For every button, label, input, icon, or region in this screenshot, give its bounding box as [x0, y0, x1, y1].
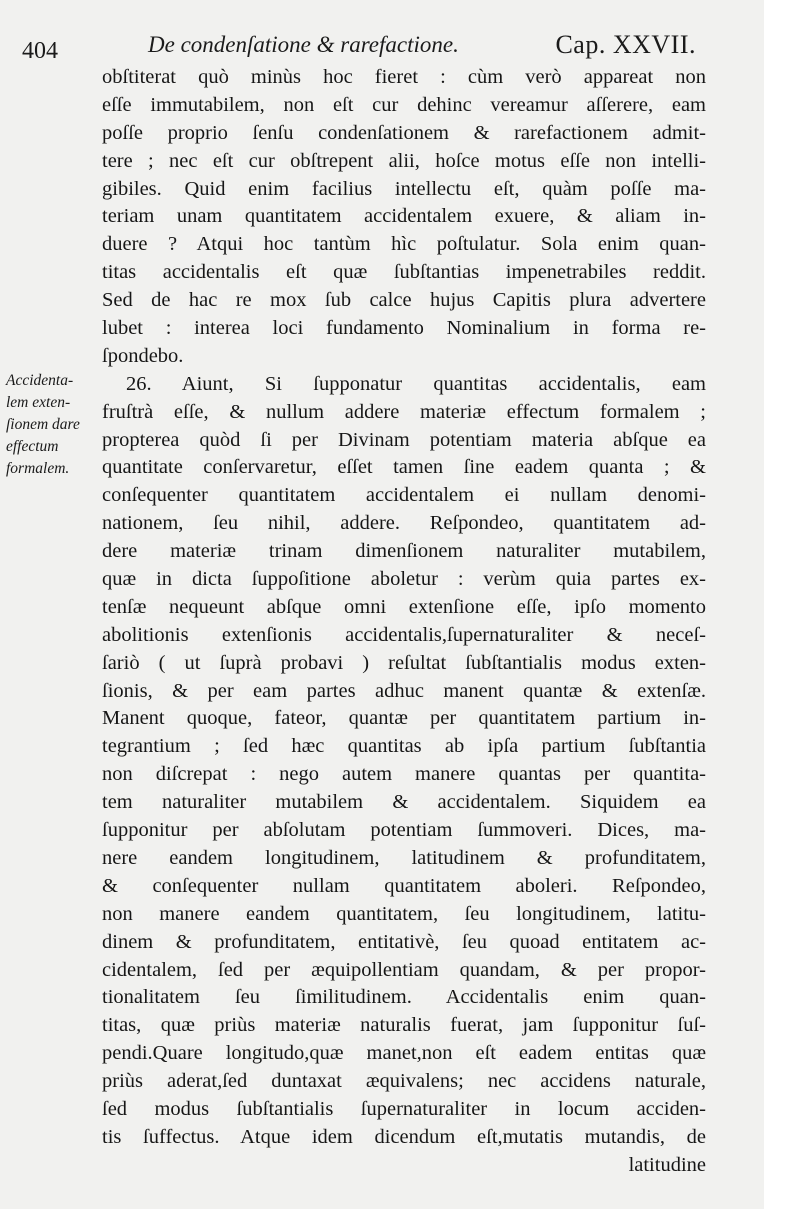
text-line: conſequenter quantitatem accidentalem ei nullam denomi- [102, 484, 706, 507]
catchword: latitudine [628, 1153, 706, 1176]
text-line: teriam unam quantitatem accidentalem exuere, & aliam in- [102, 205, 706, 228]
text-line: tionalitatem ſeu ſimilitudinem. Accidentalis enim quan- [102, 986, 706, 1009]
margin-note-line: Accidenta- [6, 372, 74, 389]
text-line: titas accidentalis eſt quæ ſubſtantias impenetrabiles reddit. [102, 261, 706, 284]
running-title: De condenſatione & rarefactione. [148, 32, 459, 57]
margin-note-line: ſionem dare [6, 416, 80, 433]
text-line: Manent quoque, fateor, quantæ per quantitatem partium in- [102, 707, 706, 730]
text-line: titas, quæ priùs materiæ naturalis fuerat, jam ſupponitur ſuſ- [102, 1014, 706, 1037]
text-line: dere materiæ trinam dimenſionem naturaliter mutabilem, [102, 540, 706, 563]
text-line: poſſe proprio ſenſu condenſationem & rarefactionem admit- [102, 121, 706, 144]
paragraph-start-line: 26. Aiunt, Si ſupponatur quantitas accidentalis, eam [126, 372, 706, 395]
text-line: & conſequenter nullam quantitatem aboleri. Reſpondeo, [102, 874, 706, 897]
text-line: ſionis, & per eam partes adhuc manent quantæ & extenſæ. [102, 679, 706, 702]
page-edge [764, 0, 782, 1209]
text-line: nere eandem longitudinem, latitudinem & profunditatem, [102, 846, 706, 869]
text-line: tem naturaliter mutabilem & accidentalem. Siquidem ea [102, 791, 706, 814]
text-line: abolitionis extenſionis accidentalis,ſupernaturaliter & neceſ- [102, 623, 706, 646]
text-line: tenſæ nequeunt abſque omni extenſione eſſe, ipſo momento [102, 595, 706, 618]
page-number: 404 [22, 38, 58, 64]
text-line: tis ſuffectus. Atque idem dicendum eſt,mutatis mutandis, de [102, 1125, 706, 1148]
margin-note-line: effectum [6, 438, 59, 455]
text-line: tegrantium ; ſed hæc quantitas ab ipſa partium ſubſtantia [102, 735, 706, 758]
text-line: propterea quòd ſi per Divinam potentiam materia abſque ea [102, 428, 706, 451]
text-line: Sed de hac re mox ſub calce hujus Capitis plura advertere [102, 289, 706, 312]
body-text [102, 64, 706, 1180]
text-line: gibiles. Quid enim facilius intellectu eſt, quàm poſſe ma- [102, 177, 706, 200]
text-line: ſpondebo. [102, 344, 184, 367]
chapter-label: Cap. XXVII. [555, 30, 696, 59]
text-line: dinem & profunditatem, entitativè, ſeu quoad entitatem ac- [102, 930, 706, 953]
text-line: quæ in dicta ſuppoſitione aboletur : verùm quia partes ex- [102, 568, 706, 591]
text-line: lubet : interea loci fundamento Nominalium in forma re- [102, 317, 706, 340]
text-line: tere ; nec eſt cur obſtrepent alii, hoſce motus eſſe non intelli- [102, 149, 706, 172]
text-line: quantitate conſervaretur, eſſet tamen ſine eadem quanta ; & [102, 456, 706, 479]
text-line: priùs aderat,ſed duntaxat æquivalens; nec accidens naturale, [102, 1070, 706, 1093]
text-line: ſariò ( ut ſuprà probavi ) reſultat ſubſtantialis modus exten- [102, 651, 706, 674]
margin-note [6, 370, 102, 480]
text-line: non manere eandem quantitatem, ſeu longitudinem, latitu- [102, 902, 706, 925]
text-line: eſſe immutabilem, non eſt cur dehinc vereamur aſſerere, eam [102, 93, 706, 116]
text-line: non diſcrepat : nego autem manere quantas per quantita- [102, 763, 706, 786]
text-line: cidentalem, ſed per æquipollentiam quandam, & per propor- [102, 958, 706, 981]
text-line: ſupponitur per abſolutam potentiam ſummoveri. Dices, ma- [102, 819, 706, 842]
text-line: fruſtrà eſſe, & nullum addere materiæ effectum formalem ; [102, 400, 706, 423]
text-line: pendi.Quare longitudo,quæ manet,non eſt eadem entitas quæ [102, 1042, 706, 1065]
text-line: nationem, ſeu nihil, addere. Reſpondeo, quantitatem ad- [102, 512, 706, 535]
text-line: ſed modus ſubſtantialis ſupernaturaliter in locum acciden- [102, 1097, 706, 1120]
text-line: duere ? Atqui hoc tantùm hìc poſtulatur. Sola enim quan- [102, 233, 706, 256]
text-line: obſtiterat quò minùs hoc fieret : cùm verò appareat non [102, 66, 706, 88]
margin-note-line: lem exten- [6, 394, 71, 411]
margin-note-line: formalem. [6, 460, 70, 477]
running-header [22, 30, 696, 64]
